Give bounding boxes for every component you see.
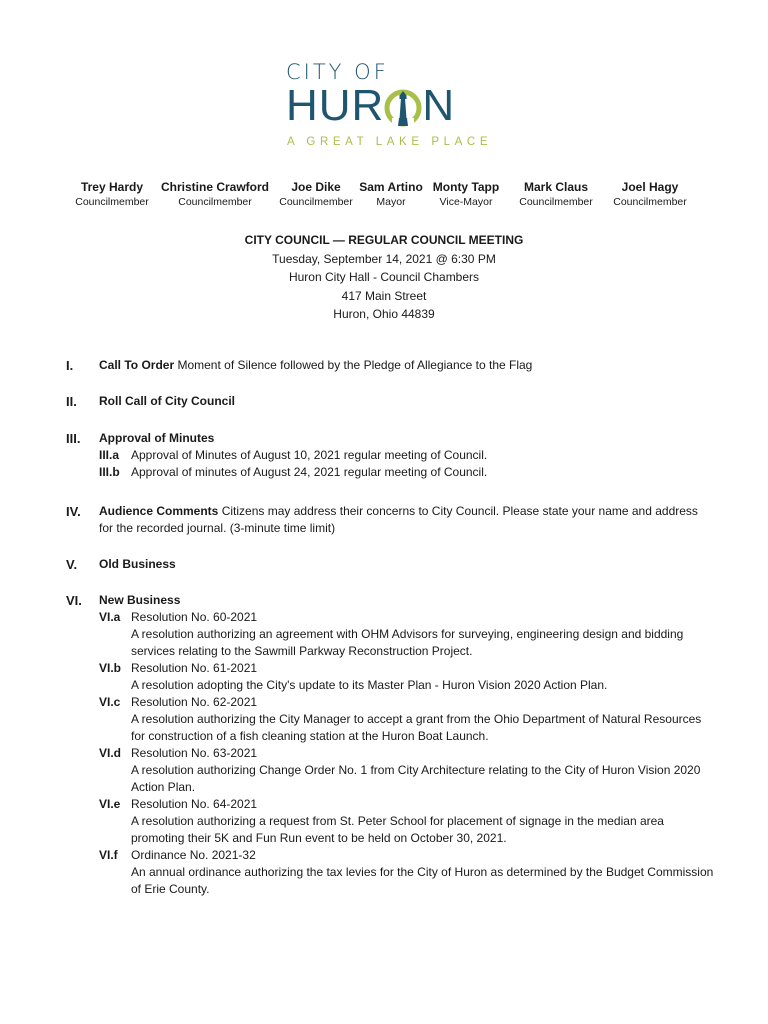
subitem-code: III.b: [99, 465, 120, 479]
agenda-subitem: [99, 847, 714, 898]
meeting-city: Huron, Ohio 44839: [333, 307, 435, 322]
subitem-text: Approval of minutes of August 24, 2021 regular meeting of Council.: [131, 465, 488, 479]
meeting-title: CITY COUNCIL — REGULAR COUNCIL MEETING: [244, 233, 524, 247]
agenda-subitem: [99, 745, 714, 796]
member-joel-hagy: Joel Hagy Councilmember: [613, 180, 687, 208]
subitem-heading: Resolution No. 62-2021: [131, 695, 258, 709]
subitem-text: An annual ordinance authorizing the tax levies for the City of Huron as determined by the Budget Commission of Erie County.: [131, 865, 714, 896]
agenda-subitem: [99, 609, 714, 660]
subitem-heading: Resolution No. 64-2021: [131, 797, 258, 811]
subitem-text: A resolution authorizing the City Manager to accept a grant from the Ohio Department of Natural Resources for construction of a fish cleaning station at the Huron Boat Launch.: [131, 712, 702, 743]
subitem-text: Approval of Minutes of August 10, 2021 regular meeting of Council.: [131, 448, 488, 462]
logo-huron-wordmark: HUR N: [286, 81, 456, 130]
agenda-subitem: [99, 447, 714, 464]
member-monty-tapp: Monty Tapp Vice-Mayor: [432, 180, 500, 208]
subitem-code: VI.c: [99, 695, 121, 709]
member-mark-claus: Mark Claus Councilmember: [519, 180, 593, 208]
meeting-location: Huron City Hall - Council Chambers: [288, 270, 480, 285]
agenda-number: V.: [66, 557, 78, 572]
subitem-text: A resolution authorizing a request from St. Peter School for placement of signage in the median area promoting their 5K and Fun Run event to be held on October 30, 2021.: [131, 814, 664, 845]
lighthouse-icon: [384, 86, 422, 130]
subitem-code: VI.d: [99, 746, 122, 760]
meeting-datetime: Tuesday, September 14, 2021 @ 6:30 PM: [272, 251, 496, 266]
agenda-text: Citizens may address their concerns to City Council. Please state your name and address for the recorded journal. (3-minute time limit): [99, 504, 698, 535]
subitem-code: VI.f: [99, 848, 118, 862]
agenda-title: New Business: [99, 593, 181, 607]
subitem-text: A resolution authorizing an agreement with OHM Advisors for surveying, engineering design and bidding services relating to the Sawmill Parkway Reconstruction Project.: [131, 627, 684, 658]
logo-tagline: A GREAT LAKE PLACE: [287, 136, 493, 148]
subitem-heading: Resolution No. 63-2021: [131, 746, 258, 760]
city-logo: [286, 60, 493, 152]
agenda-title: Audience Comments: [99, 504, 219, 518]
member-joe-dike: Joe Dike Councilmember: [279, 180, 353, 208]
agenda-number: III.: [66, 431, 81, 446]
agenda-title: Approval of Minutes: [99, 431, 215, 445]
agenda-number: IV.: [66, 504, 81, 519]
subitem-code: VI.b: [99, 661, 122, 675]
agenda-number: II.: [66, 394, 77, 409]
meeting-header: [0, 231, 768, 324]
agenda-subitem: [99, 694, 714, 745]
member-trey-hardy: Trey Hardy Councilmember: [75, 180, 149, 208]
subitem-heading: Ordinance No. 2021-32: [131, 848, 256, 862]
subitem-text: A resolution authorizing Change Order No. 1 from City Architecture relating to the City of Huron Vision 2020 Action Plan.: [131, 763, 701, 794]
member-christine-crawford: Christine Crawford Councilmember: [160, 180, 269, 208]
member-sam-artino: Sam Artino Mayor: [359, 180, 423, 208]
agenda-title: Roll Call of City Council: [99, 394, 236, 408]
agenda-title: Old Business: [99, 557, 176, 571]
agenda-text: Moment of Silence followed by the Pledge of Allegiance to the Flag: [177, 358, 533, 372]
agenda-title: Call To Order: [99, 358, 175, 372]
subitem-heading: Resolution No. 61-2021: [131, 661, 258, 675]
agenda-subitem: [99, 464, 714, 481]
subitem-code: III.a: [99, 448, 120, 462]
subitem-text: A resolution adopting the City's update to its Master Plan - Huron Vision 2020 Action Plan.: [131, 678, 608, 692]
subitem-code: VI.a: [99, 610, 121, 624]
meeting-street: 417 Main Street: [341, 288, 427, 303]
logo-city-of: CITY OF: [286, 60, 389, 84]
agenda-subitem: [99, 796, 714, 847]
subitem-heading: Resolution No. 60-2021: [131, 610, 258, 624]
subitem-code: VI.e: [99, 797, 121, 811]
agenda-number: VI.: [66, 593, 82, 608]
agenda-number: I.: [66, 358, 74, 373]
agenda-subitem: [99, 660, 714, 694]
